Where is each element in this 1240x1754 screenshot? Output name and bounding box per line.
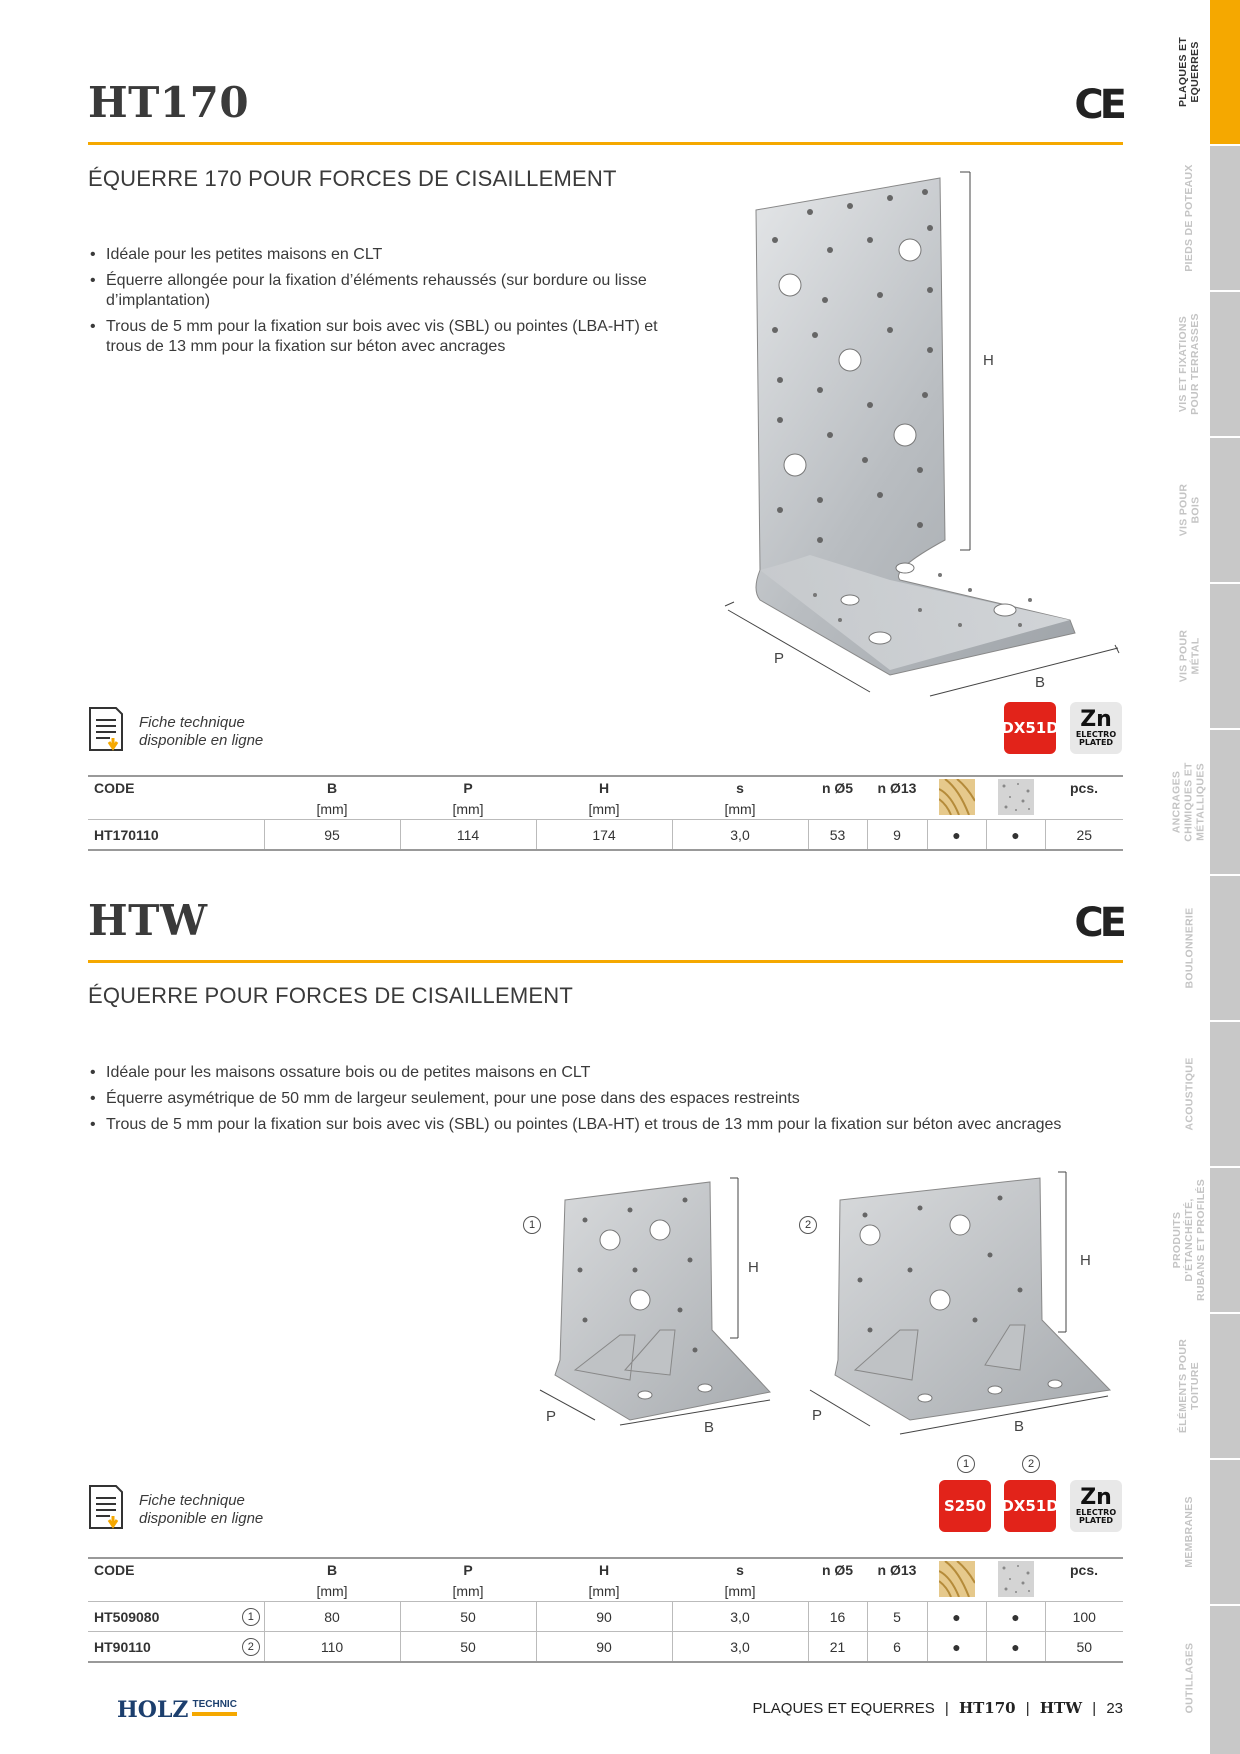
fiche-technique-link[interactable] [139,1492,263,1528]
footer-breadcrumb [752,1699,1123,1717]
dimension-label-h: H [983,352,994,369]
section-subtitle: ÉQUERRE POUR FORCES DE CISAILLEMENT [88,983,573,1008]
cell-code: HT170110 [88,820,264,851]
dimension-label-b: B [1035,674,1046,691]
cell: 5 [867,1602,927,1632]
cell-dot: ● [927,820,986,851]
cell-dot: ● [927,1632,986,1663]
col-header: B [264,776,400,799]
ce-mark: CE [1074,82,1123,128]
fiche-technique-link[interactable] [139,714,263,750]
feature-item: • Idéale pour les petites maisons en CLT [88,245,688,265]
cell-code: HT509080 [88,1602,238,1632]
unit: [mm] [724,1583,756,1599]
unit: [mm] [588,801,620,817]
cell: 95 [264,820,400,851]
cell: 114 [400,820,536,851]
table-row [88,1602,1123,1632]
sidebar-tab[interactable] [1210,1168,1240,1312]
logo-subtext: TECHNIC [192,1699,237,1710]
sidebar-tab[interactable] [1210,1314,1240,1458]
variant-number: 1 [957,1455,975,1473]
col-header: P [400,776,536,799]
sidebar-tab-label[interactable] [1166,730,1212,874]
sidebar-tab[interactable] [1210,584,1240,728]
sidebar-tab-label[interactable] [1166,0,1212,144]
dimension-label-p: P [812,1407,823,1424]
cell: 50 [400,1632,536,1663]
concrete-icon [986,776,1045,820]
cell-variant [238,1632,264,1663]
logo-text: HOLZ [117,1697,189,1723]
breadcrumb-separator: | [1025,1700,1030,1717]
sidebar-tab[interactable] [1210,876,1240,1020]
sidebar-tab-label[interactable] [1166,146,1212,290]
variant-number: 2 [799,1216,817,1234]
col-header: n Ø13 [867,1558,927,1581]
col-header: H [536,776,672,799]
zn-label: PLATED [1078,1516,1114,1525]
wood-icon [927,1558,986,1602]
cell: 80 [264,1602,400,1632]
variant-number: 2 [1022,1455,1040,1473]
sidebar-tab-label[interactable] [1166,876,1212,1020]
cell: 110 [264,1632,400,1663]
unit: [mm] [452,801,484,817]
material-badge-dx51d: DX51D [1004,1480,1056,1532]
col-header: s [672,1558,808,1581]
col-header: CODE [88,776,264,799]
sidebar-tab-text: PIEDS DE POTEAUX [1183,164,1195,272]
feature-item: • Équerre asymétrique de 50 mm de largeur seulement, pour une pose dans des espaces restreints [88,1089,1128,1109]
cell: 3,0 [672,820,808,851]
sidebar-tab[interactable] [1210,1606,1240,1754]
sidebar-tab[interactable] [1210,292,1240,436]
dimension-label-h: H [1080,1252,1091,1269]
col-header: pcs. [1045,1558,1123,1581]
sidebar-tab-text: ANCRAGES CHIMIQUES ET MÉTALLIQUES [1171,762,1208,842]
col-header: pcs. [1045,776,1123,799]
cell-variant [238,1602,264,1632]
cell: 16 [808,1602,867,1632]
cell: 174 [536,820,672,851]
cell: 53 [808,820,867,851]
sidebar-tab-label[interactable] [1166,1606,1212,1750]
sidebar-tab-label[interactable] [1166,1168,1212,1312]
col-header: CODE [88,1558,264,1581]
cell: 90 [536,1632,672,1663]
fiche-line: Fiche technique [139,1492,245,1509]
feature-item: • Trous de 5 mm pour la fixation sur bois avec vis (SBL) ou pointes (LBA-HT) et trous de 13 mm pour la fixation sur béton avec ancrages [88,317,688,357]
unit: [mm] [316,1583,348,1599]
cell: 21 [808,1632,867,1663]
ce-mark: CE [1074,900,1123,946]
cell: 100 [1045,1602,1123,1632]
page-number: 23 [1106,1700,1123,1717]
sidebar-tab-text: PRODUITS D'ÉTANCHÉITÉ, RUBANS ET PROFILÉS [1171,1178,1208,1302]
sidebar-tab-label[interactable] [1166,1022,1212,1166]
unit: [mm] [316,801,348,817]
sidebar-tab-text: ÉLÉMENTS POUR TOITURE [1177,1338,1202,1434]
sidebar-tab-text: MEMBRANES [1183,1496,1196,1568]
breadcrumb-item: HTW [1039,1699,1083,1717]
spec-table-ht170 [88,775,1123,851]
unit: [mm] [588,1583,620,1599]
col-header: H [536,1558,672,1581]
concrete-icon [986,1558,1045,1602]
breadcrumb-item: HT170 [958,1699,1016,1717]
zinc-badge [1070,702,1122,754]
breadcrumb-separator: | [1092,1700,1097,1717]
dimension-label-p: P [774,650,785,667]
cell: 9 [867,820,927,851]
dimension-label-b: B [704,1419,715,1436]
sidebar-tab-text: VIS POUR BOIS [1177,483,1202,537]
cell: 50 [400,1602,536,1632]
col-header: P [400,1558,536,1581]
col-header: n Ø13 [867,776,927,799]
section-divider [88,960,1123,963]
cell-dot: ● [986,1632,1045,1663]
zn-symbol: Zn [1080,707,1112,732]
sidebar-tab-label[interactable] [1166,1314,1212,1458]
sidebar-tab-text: OUTILLAGES [1183,1642,1196,1714]
sidebar-tab-text: ACOUSTIQUE [1183,1057,1196,1131]
variant-number-1 [523,1215,541,1234]
zn-label: PLATED [1078,738,1114,747]
cell-code: HT90110 [88,1632,238,1663]
sidebar-tab-text: BOULONNERIE [1183,907,1196,989]
product-image-htw [520,1170,1120,1440]
sidebar-tab-text: PLAQUES ET EQUERRES [1177,36,1201,108]
unit: [mm] [724,801,756,817]
brand-logo [117,1697,237,1723]
table-row [88,820,1123,851]
section-subtitle: ÉQUERRE 170 POUR FORCES DE CISAILLEMENT [88,166,617,191]
zn-symbol: Zn [1080,1485,1112,1510]
section-divider [88,142,1123,145]
badge-variant-2 [1022,1454,1040,1473]
sidebar-tab-label[interactable] [1166,438,1212,582]
cell: 6 [867,1632,927,1663]
col-header: B [264,1558,400,1581]
dimension-label-b: B [1014,1418,1025,1435]
col-header: s [672,776,808,799]
cell-dot: ● [986,820,1045,851]
feature-item: • Trous de 5 mm pour la fixation sur bois avec vis (SBL) ou pointes (LBA-HT) et trous de 13 mm pour la fixation sur béton avec ancrages [88,1115,1128,1135]
dimension-label-h: H [748,1259,759,1276]
section-title-htw: HTW [88,896,208,945]
fiche-line: disponible en ligne [139,1510,264,1527]
feature-list [88,1063,1128,1141]
variant-number-2 [799,1215,817,1234]
sidebar-tab-text: VIS ET FIXATIONS POUR TERRASSES [1177,313,1202,415]
document-download-icon[interactable] [88,1484,124,1530]
zn-label: ELECTRO [1075,1508,1117,1517]
sidebar-tab-label[interactable] [1166,1460,1212,1604]
cell-dot: ● [927,1602,986,1632]
cell: 25 [1045,820,1123,851]
sidebar-tab[interactable] [1210,146,1240,290]
sidebar-tab-label[interactable] [1166,584,1212,728]
table-row [88,1632,1123,1663]
wood-icon [927,776,986,820]
spec-table-htw [88,1557,1123,1663]
material-badge-s250: S250 [939,1480,991,1532]
feature-list [88,245,688,363]
dimension-label-p: P [546,1408,557,1425]
breadcrumb-item: PLAQUES ET EQUERRES [752,1700,935,1717]
document-download-icon[interactable] [88,706,124,752]
sidebar-tab[interactable] [1210,1460,1240,1604]
fiche-line: disponible en ligne [139,732,264,749]
feature-item: • Idéale pour les maisons ossature bois ou de petites maisons en CLT [88,1063,1128,1083]
sidebar-tab-text: VIS POUR MÉTAL [1177,629,1202,683]
zinc-badge [1070,1480,1122,1532]
breadcrumb-separator: | [944,1700,949,1717]
unit: [mm] [452,1583,484,1599]
col-header: n Ø5 [808,1558,867,1581]
sidebar-tab[interactable] [1210,438,1240,582]
variant-number: 2 [242,1638,260,1656]
unit [88,799,264,820]
sidebar-tab[interactable] [1210,730,1240,874]
cell: 3,0 [672,1602,808,1632]
material-badge-dx51d: DX51D [1004,702,1056,754]
col-header: n Ø5 [808,776,867,799]
section-title-ht170: HT170 [88,78,250,127]
fiche-line: Fiche technique [139,714,245,731]
variant-number: 1 [523,1216,541,1234]
cell: 50 [1045,1632,1123,1663]
feature-item: • Équerre allongée pour la fixation d’éléments rehaussés (sur bordure ou lisse d’implantation) [88,271,688,311]
badge-variant-1 [957,1454,975,1473]
cell: 3,0 [672,1632,808,1663]
cell: 90 [536,1602,672,1632]
sidebar-tab[interactable] [1210,1022,1240,1166]
sidebar-tab-label[interactable] [1166,292,1212,436]
product-image-ht170 [720,170,1120,700]
zn-label: ELECTRO [1075,730,1117,739]
cell-dot: ● [986,1602,1045,1632]
variant-number: 1 [242,1608,260,1626]
sidebar-tab[interactable] [1210,0,1240,144]
